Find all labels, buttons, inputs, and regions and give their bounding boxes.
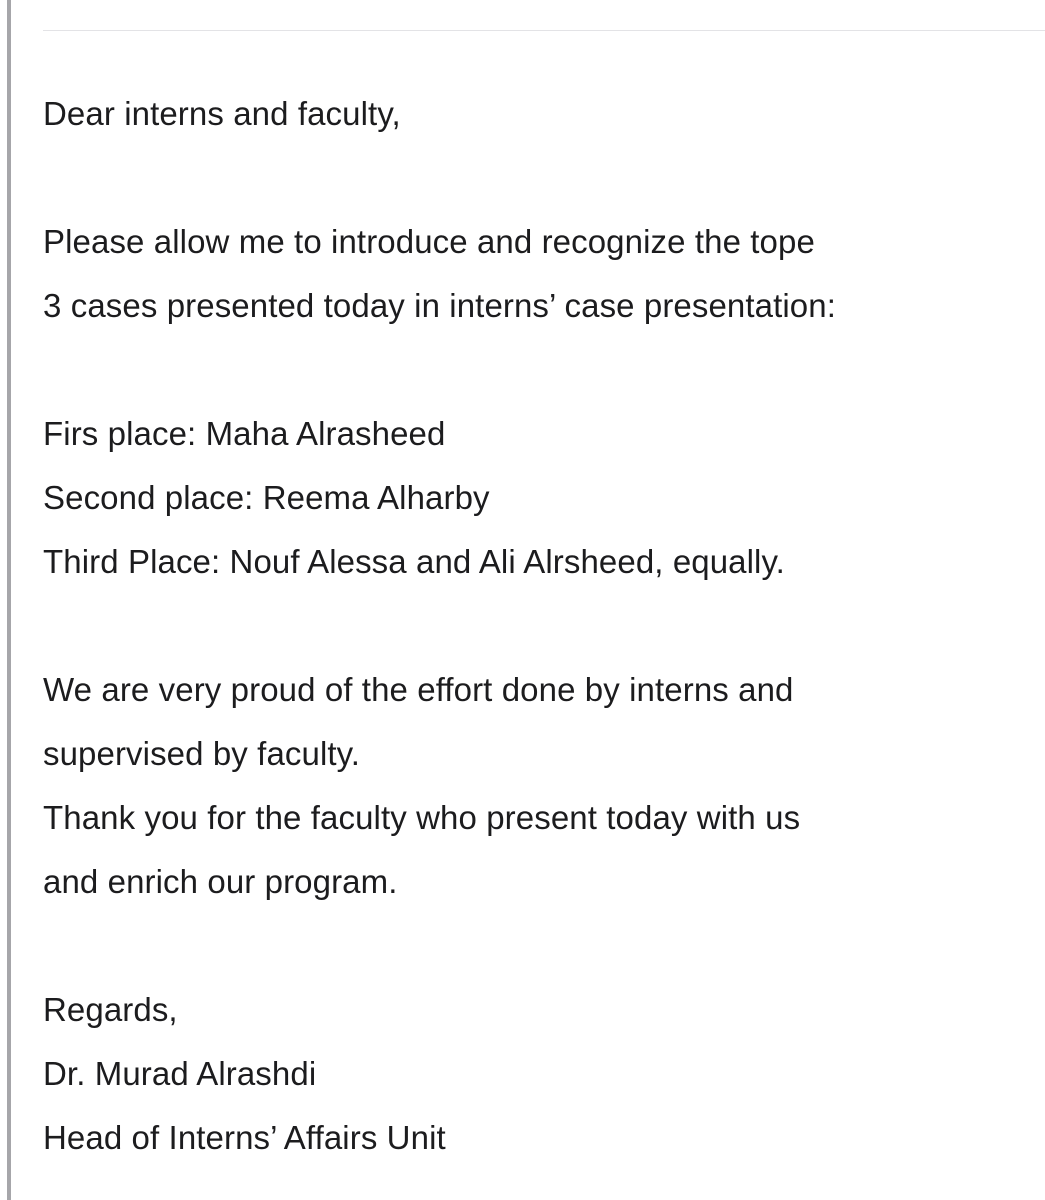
paragraph-spacer: [43, 594, 1033, 658]
intro-line: 3 cases presented today in interns’ case presentation:: [43, 287, 836, 324]
winner-third-place: Third Place: Nouf Alessa and Ali Alrsheed, equally.: [43, 543, 785, 580]
sender-name: Dr. Murad Alrashdi: [43, 1055, 317, 1092]
sender-title: Head of Interns’ Affairs Unit: [43, 1119, 446, 1156]
email-body: [43, 82, 1033, 1170]
closing-line: supervised by faculty.: [43, 735, 361, 772]
signoff: Regards,: [43, 991, 178, 1028]
closing-line: We are very proud of the effort done by interns and: [43, 671, 794, 708]
quote-bar: [7, 0, 11, 1200]
paragraph-spacer: [43, 338, 1033, 402]
paragraph-spacer: [43, 146, 1033, 210]
closing-line: and enrich our program.: [43, 863, 398, 900]
winner-first-place: Firs place: Maha Alrasheed: [43, 415, 446, 452]
paragraph-spacer: [43, 914, 1033, 978]
header-divider: [43, 30, 1045, 31]
closing-line: Thank you for the faculty who present today with us: [43, 799, 801, 836]
greeting: Dear interns and faculty,: [43, 95, 401, 132]
winner-second-place: Second place: Reema Alharby: [43, 479, 490, 516]
intro-line: Please allow me to introduce and recognize the tope: [43, 223, 815, 260]
